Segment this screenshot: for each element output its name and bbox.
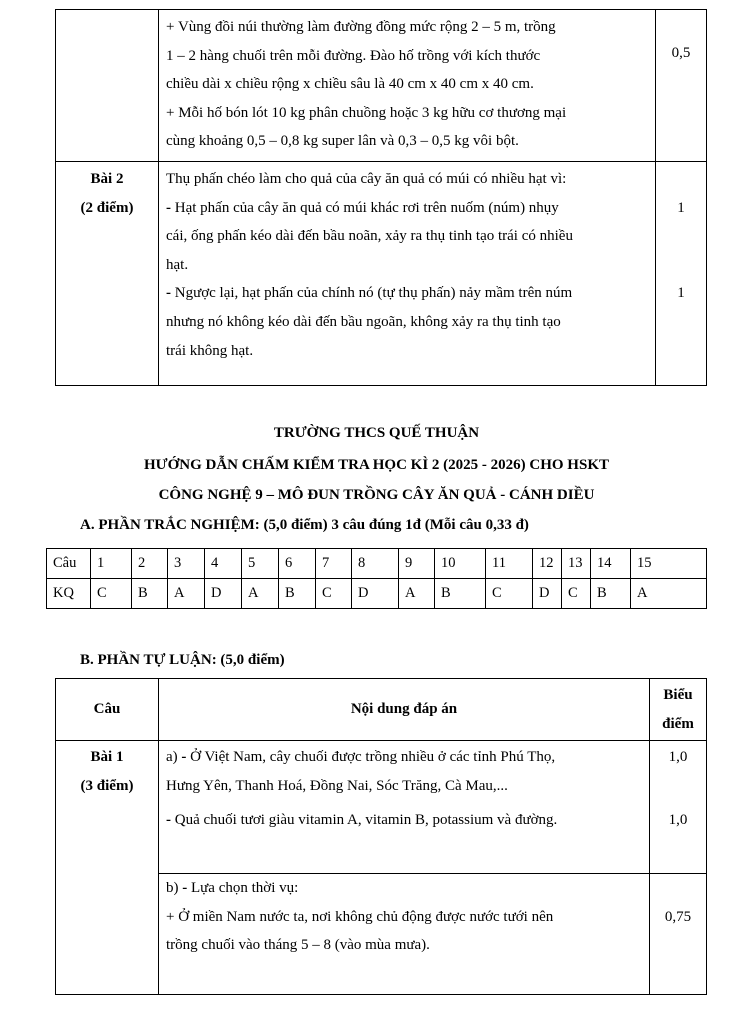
question-number: 8 [352, 549, 399, 579]
subject-title: CÔNG NGHỆ 9 – MÔ ĐUN TRỒNG CÂY ĂN QUẢ - CÁNH DIỀU [158, 487, 595, 503]
essay-table [55, 678, 707, 995]
question-number: 13 [562, 549, 591, 579]
answer-value: B [132, 579, 168, 609]
question-number: 2 [132, 549, 168, 579]
question-number: 6 [279, 549, 316, 579]
content-line: trồng chuối vào tháng 5 – 8 (vào mùa mưa). [166, 937, 430, 954]
section-a-title: A. PHẦN TRẮC NGHIỆM: (5,0 điểm) 3 câu đúng 1đ (Mỗi câu 0,33 đ) [80, 517, 529, 533]
answer-value: A [168, 579, 205, 609]
content-line [166, 743, 643, 772]
question-number: 14 [591, 549, 631, 579]
score-value: 1,0 [668, 812, 688, 829]
item-prefix: a) [166, 749, 182, 765]
guide-title: HƯỚNG DẪN CHẤM KIỂM TRA HỌC KÌ 2 (2025 - 2026) CHO HSKT [143, 457, 609, 473]
answer-value: C [486, 579, 533, 609]
content-line [166, 806, 643, 835]
answer-value: D [205, 579, 242, 609]
question-number: 4 [205, 549, 242, 579]
content-line [166, 194, 649, 223]
content-line: hạt. [166, 256, 189, 273]
header-content: Nội dung đáp án [159, 679, 650, 741]
dash: - [166, 199, 171, 216]
content-line: trái không hạt. [166, 342, 254, 359]
line-text: Ngược lại, hạt phấn của chính nó (tự thụ phấn) nảy mầm trên núm [171, 285, 573, 302]
header-question: Câu [56, 679, 159, 741]
content-line: + Ở miền Nam nước ta, nơi không chủ động được nước tưới nên [166, 908, 554, 925]
dash: - [182, 880, 188, 896]
section-b-title [80, 652, 285, 669]
content-cell [159, 10, 656, 162]
section-b-title-bold: B. PHẦN TỰ LUẬN [80, 652, 212, 668]
school-name: TRƯỜNG THCS QUẾ THUẬN [273, 425, 480, 441]
dash: - [181, 749, 187, 765]
content-line: + Vùng đồi núi thường làm đường đồng mức rộng 2 – 5 m, trồng [166, 19, 556, 35]
dash: - [166, 285, 171, 302]
question-number: 9 [399, 549, 435, 579]
table-row [47, 579, 707, 609]
line-text: Hạt phấn của cây ăn quả có múi khác rơi trên nuốm (núm) nhụy [171, 199, 559, 216]
content-cell [159, 741, 650, 874]
question-number: 15 [631, 549, 707, 579]
label-cell [56, 162, 159, 386]
answer-value: B [279, 579, 316, 609]
label-cell [56, 741, 159, 995]
content-line: Thụ phấn chéo làm cho quả của cây ăn quả có múi có nhiều hạt vì: [166, 171, 567, 187]
content-line: + Mỗi hố bón lót 10 kg phân chuồng hoặc 3 kg hữu cơ thương mại [166, 104, 567, 121]
question-number: 1 [91, 549, 132, 579]
answer-key-table [46, 548, 707, 609]
question-number: 11 [486, 549, 533, 579]
table-row [56, 741, 707, 874]
score-value: 1 [677, 285, 685, 302]
score-cell [656, 162, 707, 386]
question-number: 7 [316, 549, 352, 579]
score-cell [656, 10, 707, 162]
question-number: 12 [533, 549, 562, 579]
answer-value: C [316, 579, 352, 609]
answer-value: C [91, 579, 132, 609]
table-row [56, 679, 707, 741]
row-label-question: Câu [47, 549, 91, 579]
header-score [650, 679, 707, 741]
dash: - [166, 812, 171, 829]
content-line: cùng khoảng 0,5 – 0,8 kg super lân và 0,3 – 0,5 kg vôi bột. [166, 133, 519, 150]
answer-value: D [533, 579, 562, 609]
content-cell [159, 874, 650, 995]
line-text: Ở Việt Nam, cây chuối được trồng nhiều ở các tỉnh Phú Thọ, [186, 749, 556, 765]
table-row [56, 162, 707, 386]
answer-value: B [435, 579, 486, 609]
score-value: 0,5 [671, 45, 691, 61]
question-number: 10 [435, 549, 486, 579]
content-line: cái, ống phấn kéo dài đến bầu noãn, xảy ra thụ tinh tạo trái có nhiều [166, 228, 573, 245]
content-line [166, 874, 643, 903]
label-cell [56, 10, 159, 162]
content-line: chiều dài x chiều rộng x chiều sâu là 40 cm x 40 cm x 40 cm. [166, 76, 534, 93]
score-cell [650, 874, 707, 995]
score-value: 0,75 [664, 908, 692, 925]
content-line [166, 279, 649, 308]
section-b-title-points: : (5,0 điểm) [211, 652, 285, 668]
question-label: Bài 2 [90, 171, 124, 187]
answer-value: C [562, 579, 591, 609]
answer-value: A [631, 579, 707, 609]
line-text: Quả chuối tươi giàu vitamin A, vitamin B, potassium và đường. [171, 812, 558, 829]
row-label-answer: KQ [47, 579, 91, 609]
answer-value: A [399, 579, 435, 609]
top-table [55, 9, 707, 386]
content-line: nhưng nó không kéo dài đến bầu ngoãn, không xảy ra thụ tinh tạo [166, 313, 561, 330]
score-value: 1,0 [668, 749, 688, 765]
question-number: 5 [242, 549, 279, 579]
content-line: 1 – 2 hàng chuối trên mỗi đường. Đào hố trồng với kích thước [166, 47, 541, 64]
answer-value: D [352, 579, 399, 609]
score-cell [650, 741, 707, 874]
content-line: Hưng Yên, Thanh Hoá, Đồng Nai, Sóc Trăng, Cà Mau,... [166, 777, 508, 794]
question-label: Bài 1 [90, 749, 124, 765]
question-points: (2 điểm) [80, 199, 134, 216]
header-score-line: điểm [662, 715, 694, 732]
score-value: 1 [677, 199, 685, 216]
content-cell [159, 162, 656, 386]
question-number: 3 [168, 549, 205, 579]
answer-value: B [591, 579, 631, 609]
table-row [56, 10, 707, 162]
line-text: Lựa chọn thời vụ: [187, 880, 299, 896]
header-score-line: Biểu [663, 686, 693, 703]
table-row [47, 549, 707, 579]
item-prefix: b) [166, 880, 183, 896]
question-points: (3 điểm) [80, 777, 134, 794]
answer-value: A [242, 579, 279, 609]
